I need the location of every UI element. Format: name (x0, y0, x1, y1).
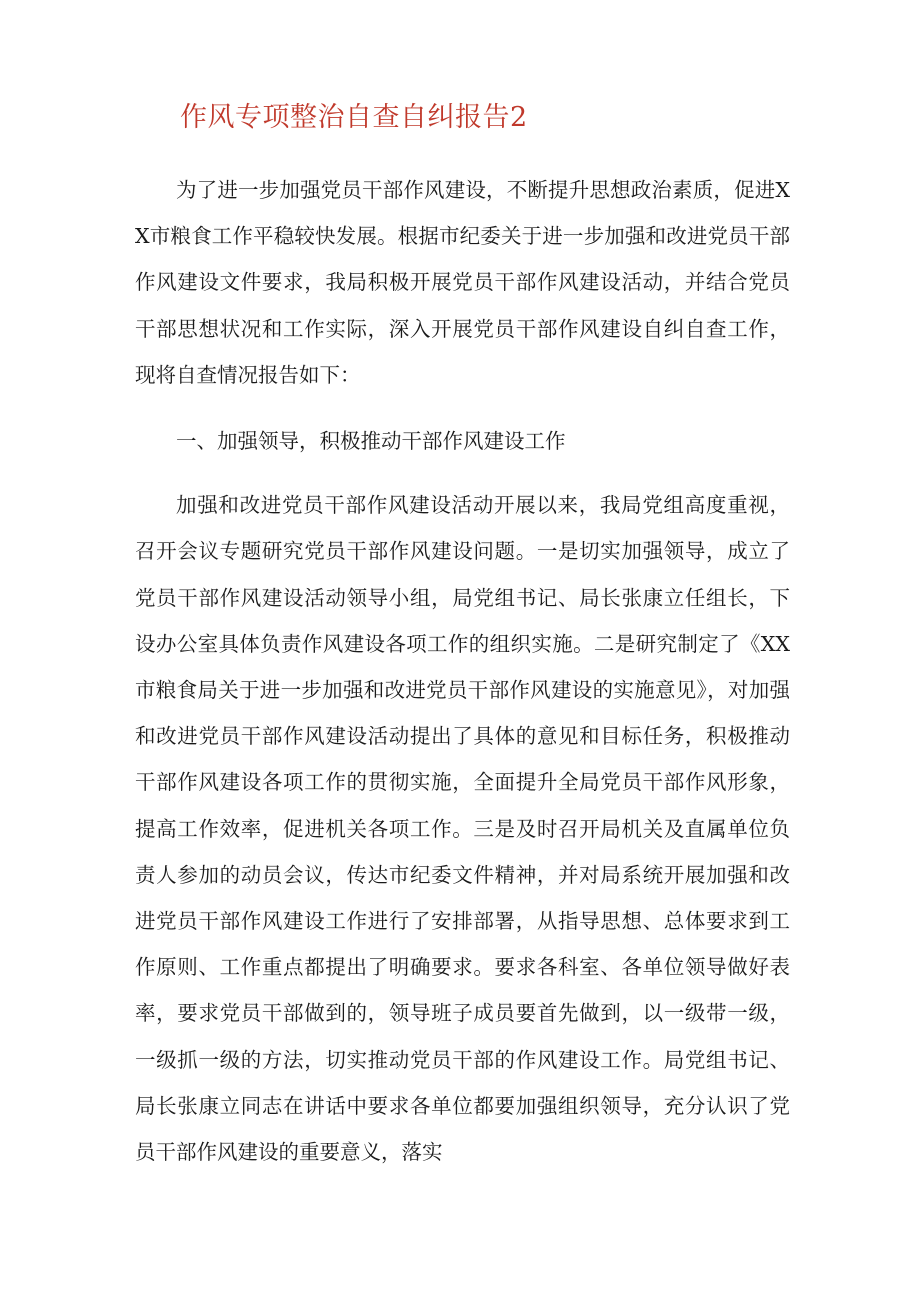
section-1-paragraph: 加强和改进党员干部作风建设活动开展以来，我局党组高度重视，召开会议专题研究党员干部作风建设问题。一是切实加强领导，成立了党员干部作风建设活动领导小组，局党组书记、局长张康立任组长，下设办公室具体负责作风建设各项工作的组织实施。二是研究制定了《XX市粮食局关于进一步加强和改进党员干部作风建设的实施意见》，对加强和改进党员干部作风建设活动提出了具体的意见和目标任务，积极推动干部作风建设各项工作的贯彻实施，全面提升全局党员干部作风形象，提高工作效率，促进机关各项工作。三是及时召开局机关及直属单位负责人参加的动员会议，传达市纪委文件精神，并对局系统开展加强和改进党员干部作风建设工作进行了安排部署，从指导思想、总体要求到工作原则、工作重点都提出了明确要求。要求各科室、各单位领导做好表率，要求党员干部做到的，领导班子成员要首先做到，以一级带一级，一级抓一级的方法，切实推动党员干部的作风建设工作。局党组书记、局长张康立同志在讲话中要求各单位都要加强组织领导，充分认识了党员干部作风建设的重要意义，落实 (135, 493, 790, 1165)
document-body (135, 167, 790, 1195)
document-title: 作风专项整治自查自纠报告2 (180, 102, 528, 133)
section-heading-1: 一、加强领导，积极推动干部作风建设工作 (176, 429, 566, 454)
intro-paragraph: 为了进一步加强党员干部作风建设，不断提升思想政治素质，促进XX市粮食工作平稳较快发展。根据市纪委关于进一步加强和改进党员干部作风建设文件要求，我局积极开展党员干部作风建设活动，并结合党员干部思想状况和工作实际，深入开展党员干部作风建设自纠自查工作，现将自查情况报告如下： (135, 178, 790, 387)
